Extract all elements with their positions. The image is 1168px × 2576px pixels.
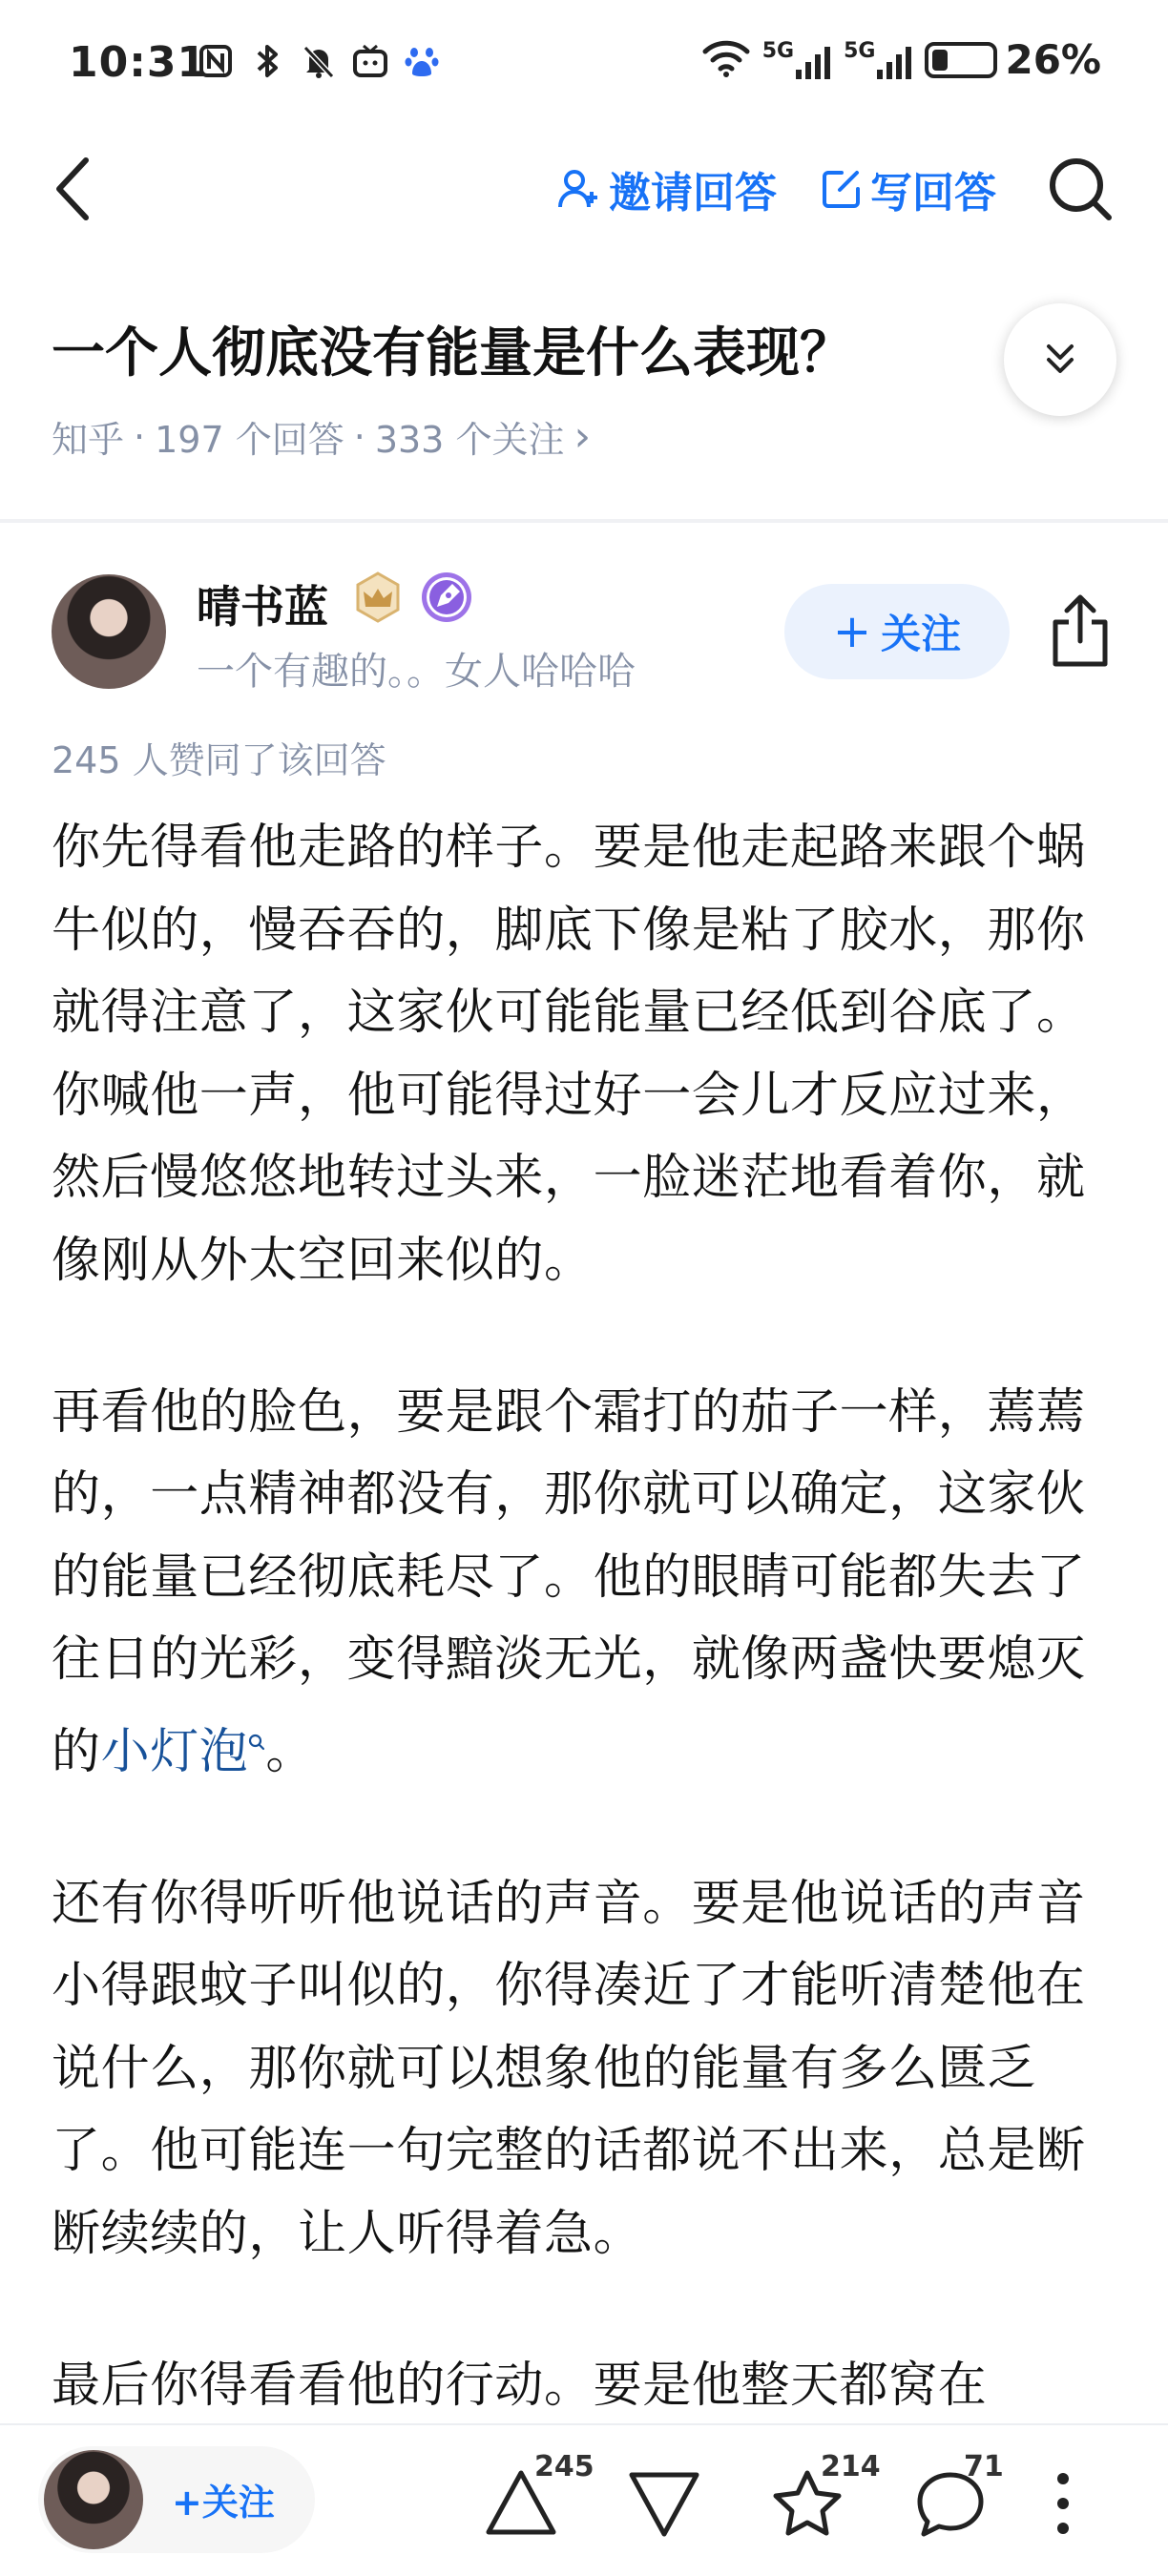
battery-fill — [932, 50, 948, 71]
search-button[interactable] — [1046, 155, 1115, 223]
invite-answer-button[interactable] — [557, 158, 777, 219]
invite-answer-label: 邀请回答 — [609, 169, 777, 218]
answer-body — [52, 807, 1116, 2496]
question-meta[interactable] — [52, 410, 591, 463]
share-icon — [1046, 592, 1115, 668]
upvote-info: 245 人赞同了该回答 — [52, 739, 386, 781]
answer-paragraph — [52, 1372, 1116, 1795]
network-label-1: 5G — [761, 38, 795, 63]
question-source: 知乎 — [52, 419, 125, 461]
favorite-count: 214 — [821, 2450, 881, 2483]
nav-bar — [0, 134, 1168, 244]
nfc-icon — [197, 42, 235, 80]
downvote-triangle-icon — [626, 2465, 702, 2542]
answer-paragraph: 最后你得看看他的行动。要是他整天都窝在 — [52, 2357, 988, 2414]
inline-link-text: 小灯泡 — [100, 1723, 249, 1780]
search-icon — [1046, 155, 1115, 223]
answer-text: 。 — [265, 1723, 316, 1780]
network-label-2: 5G — [844, 38, 876, 63]
status-left-icons — [197, 42, 441, 80]
status-time: 10:31 — [69, 38, 208, 87]
signal-bars-icon — [794, 43, 832, 81]
answer-paragraph: 你先得看他走路的样子。要是他走起路来跟个蜗牛似的，慢吞吞的，脚底下像是粘了胶水，那你就得注意了，这家伙可能能量已经低到谷底了。你喊他一声，他可能得过好一会儿才反应过来，然后慢悠悠地转过头来，一脸迷茫地看着你，就像刚从外太空回来似的。 — [52, 820, 1086, 1289]
back-arrow-icon — [52, 155, 94, 223]
double-chevron-down-icon — [1041, 341, 1079, 379]
signal-bars-icon — [875, 43, 913, 81]
back-button[interactable] — [42, 149, 103, 229]
more-vertical-icon — [1036, 2465, 1090, 2542]
bluetooth-icon — [248, 42, 286, 80]
answer-text: 再看他的脸色，要是跟个霜打的茄子一样，蔫蔫的，一点精神都没有，那你就可以确定，这家伙的能量已经彻底耗尽了。他的眼睛可能都失去了往日的光彩，变得黯淡无光，就像两盏快要熄灭的 — [52, 1383, 1086, 1780]
follow-plus-icon: + — [832, 605, 872, 658]
battery-percent: 26% — [1005, 36, 1101, 83]
more-options-button[interactable] — [1036, 2465, 1090, 2542]
meta-separator: · — [353, 415, 365, 458]
chevron-right-icon: › — [574, 412, 592, 461]
question-title[interactable]: 一个人彻底没有能量是什么表现？ — [52, 322, 853, 384]
answer-paragraph: 还有你得听听他说话的声音。要是他说话的声音小得跟蚊子叫似的，你得凑近了才能听清楚他在说什么，那你就可以想象他的能量有多么匮乏了。他可能连一句完整的话都说不出来，总是断断续续的，让人听得着急。 — [52, 1875, 1086, 2262]
write-answer-button[interactable] — [821, 158, 996, 219]
battery — [925, 36, 1101, 83]
mute-bell-icon — [300, 42, 338, 80]
follow-label: 关注 — [881, 611, 962, 657]
invite-user-icon — [557, 167, 601, 211]
answer-count: 197 个回答 — [155, 419, 344, 461]
bottom-action-bar — [0, 2423, 1168, 2576]
bottom-follow-label: +关注 — [172, 2482, 275, 2524]
tv-app-icon — [351, 42, 389, 80]
author-avatar[interactable] — [52, 574, 166, 689]
bottom-author-avatar — [44, 2450, 143, 2549]
signal-5g-1 — [762, 39, 832, 81]
share-button[interactable] — [1046, 592, 1115, 668]
expand-question-button[interactable] — [1004, 303, 1116, 416]
edit-icon — [821, 168, 863, 210]
pen-badge-icon[interactable] — [420, 571, 473, 624]
author-bio: 一个有趣的。。女人哈哈哈 — [197, 650, 636, 694]
baidu-paw-icon — [403, 42, 441, 80]
follower-count: 333 个关注 — [374, 419, 565, 461]
write-answer-label: 写回答 — [870, 169, 996, 218]
status-bar — [0, 0, 1168, 134]
signal-5g-2 — [844, 39, 913, 81]
author-name[interactable]: 晴书蓝 — [197, 581, 328, 633]
wifi-icon — [701, 38, 751, 82]
divider — [0, 519, 1168, 523]
bottom-follow-button[interactable] — [38, 2446, 315, 2553]
crown-badge-icon[interactable] — [351, 571, 405, 624]
downvote-button[interactable] — [626, 2465, 702, 2542]
upvote-count: 245 — [534, 2450, 594, 2483]
comment-count: 71 — [964, 2450, 1004, 2483]
follow-button[interactable] — [784, 584, 1010, 679]
search-small-icon — [248, 1729, 265, 1757]
status-right — [701, 36, 1101, 83]
inline-search-link[interactable] — [101, 1724, 266, 1780]
battery-icon — [925, 42, 997, 78]
meta-separator: · — [134, 415, 146, 458]
